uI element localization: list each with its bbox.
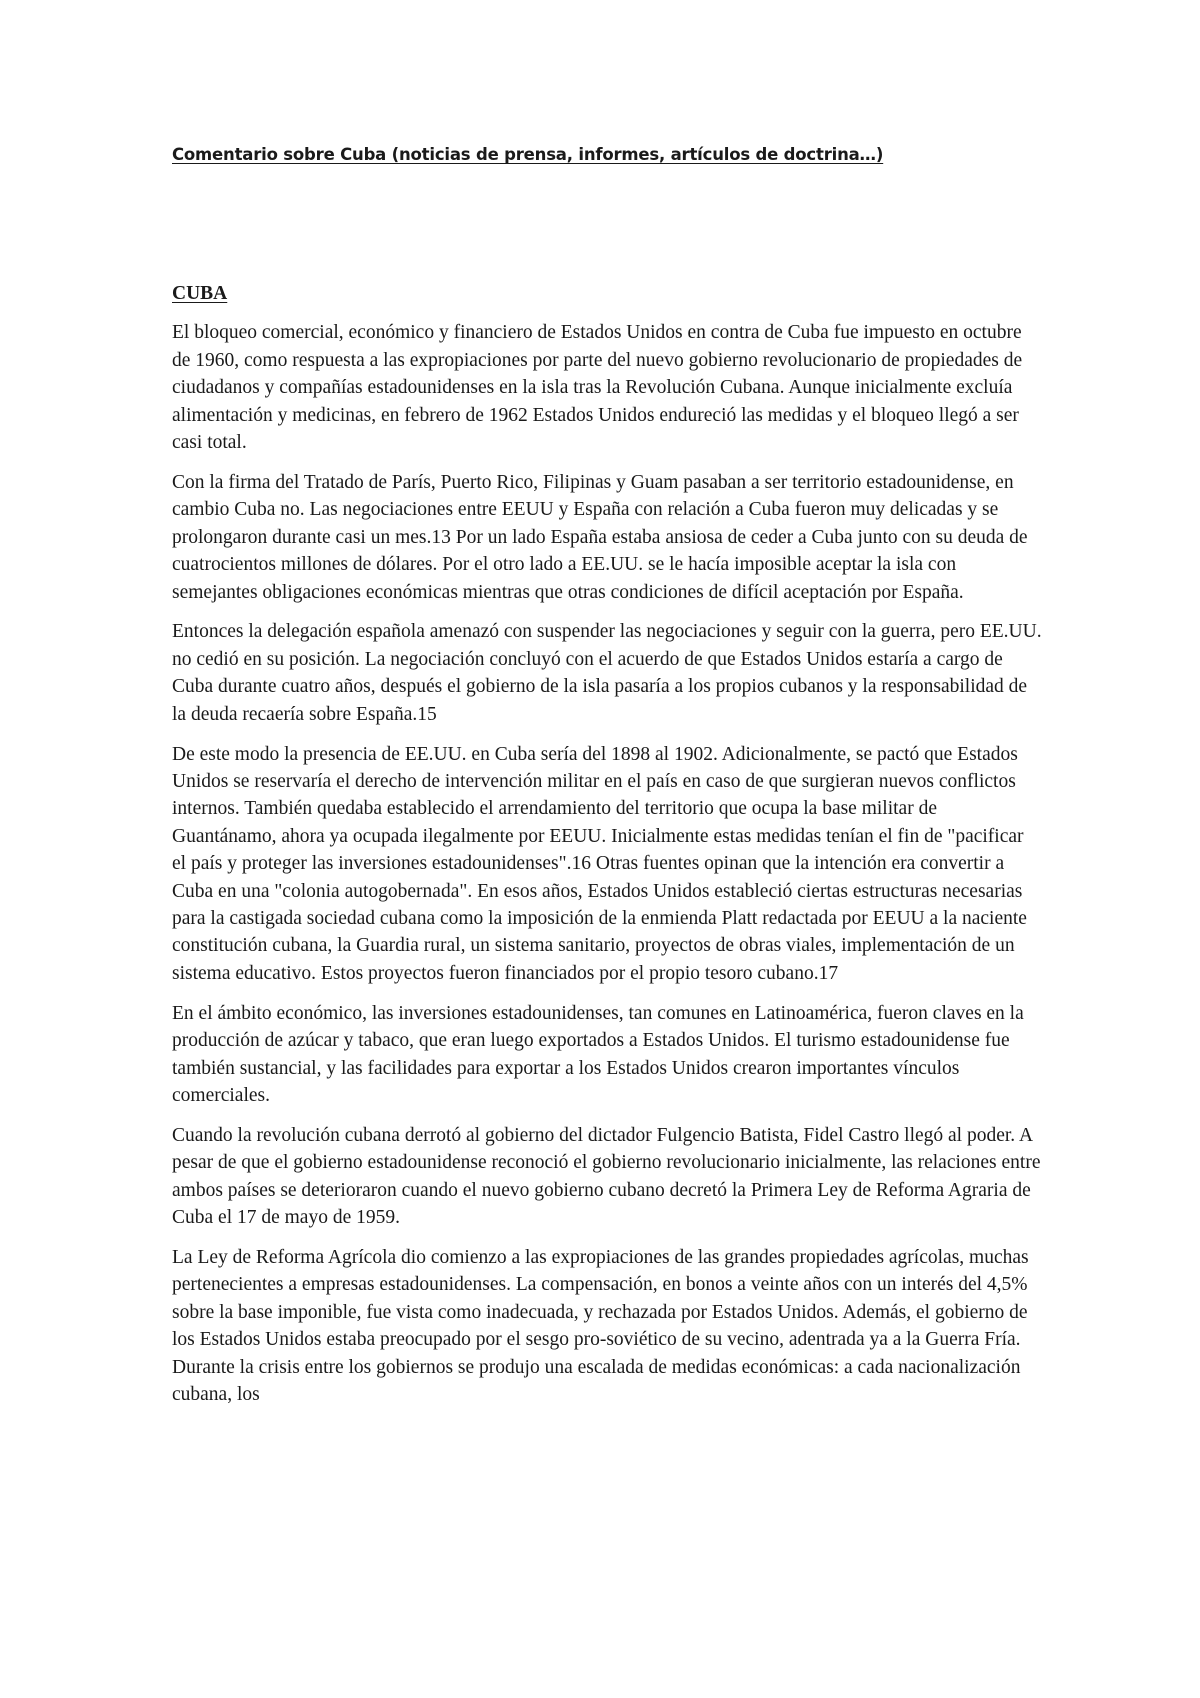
- paragraph-3: Entonces la delegación española amenazó con suspender las negociaciones y seguir con la guerra, pero EE.UU. no cedió en su posición. La negociación concluyó con el acuerdo de que Estados Unidos estaría a cargo de Cuba durante cuatro años, después el gobierno de la isla pasaría a los propios cubanos y la responsabilidad de la deuda recaería sobre España.15: [172, 621, 1042, 725]
- paragraph-1: El bloqueo comercial, económico y financiero de Estados Unidos en contra de Cuba fue impuesto en octubre de 1960, como respuesta a las expropiaciones por parte del nuevo gobierno revolucionario de propiedades de ciudadanos y compañías estadounidenses en la isla tras la Revolución Cubana. Aunque inicialmente excluía alimentación y medicinas, en febrero de 1962 Estados Unidos endureció las medidas y el bloqueo llegó a ser casi total.: [172, 322, 1023, 454]
- paragraph-2: Con la firma del Tratado de París, Puerto Rico, Filipinas y Guam pasaban a ser territorio estadounidense, en cambio Cuba no. Las negociaciones entre EEUU y España con relación a Cuba fueron muy delicadas y se prolongaron durante casi un mes.13 Por un lado España estaba ansiosa de ceder a Cuba junto con su deuda de cuatrocientos millones de dólares. Por el otro lado a EE.UU. se le hacía imposible aceptar la isla con semejantes obligaciones económicas mientras que otras condiciones de difícil aceptación por España.: [172, 471, 1028, 603]
- paragraph-6: Cuando la revolución cubana derrotó al gobierno del dictador Fulgencio Batista, Fidel Castro llegó al poder. A pesar de que el gobierno estadounidense reconoció el gobierno revolucionario inicialmente, las relaciones entre ambos países se deterioraron cuando el nuevo gobierno cubano decretó la Primera Ley de Reforma Agraria de Cuba el 17 de mayo de 1959.: [172, 1124, 1041, 1229]
- paragraph-7: La Ley de Reforma Agrícola dio comienzo a las expropiaciones de las grandes propiedades agrícolas, muchas pertenecientes a empresas estadounidenses. La compensación, en bonos a veinte años con un interés del 4,5% sobre la base imponible, fue vista como inadecuada, y rechazada por Estados Unidos. Además, el gobierno de los Estados Unidos estaba preocupado por el sesgo pro-soviético de su vecino, adentrada ya a la Guerra Fría. Durante la crisis entre los gobiernos se produjo una escalada de medidas económicas: a cada nacionalización cubana, los: [172, 1247, 1029, 1406]
- paragraph-4: De este modo la presencia de EE.UU. en Cuba sería del 1898 al 1902. Adicionalmente, se pactó que Estados Unidos se reservaría el derecho de intervención militar en el país en caso de que surgieran nuevos conflictos internos. También quedaba establecido el arrendamiento del territorio que ocupa la base militar de Guantánamo, ahora ya ocupada ilegalmente por EEUU. Inicialmente estas medidas tenían el fin de "pacificar el país y proteger las inversiones estadounidenses".16 Otras fuentes opinan que la intención era convertir a Cuba en una "colonia autogobernada". En esos años, Estados Unidos estableció ciertas estructuras necesarias para la castigada sociedad cubana como la imposición de la enmienda Platt redactada por EEUU a la naciente constitución cubana, la Guardia rural, un sistema sanitario, proyectos de obras viales, implementación de un sistema educativo. Estos proyectos fueron financiados por el propio tesoro cubano.17: [172, 743, 1027, 984]
- section-heading: CUBA: [172, 283, 228, 304]
- paragraph-5: En el ámbito económico, las inversiones estadounidenses, tan comunes en Latinoamérica, fueron claves en la producción de azúcar y tabaco, que eran luego exportados a Estados Unidos. El turismo estadounidense fue también sustancial, y las facilidades para exportar a los Estados Unidos crearon importantes vínculos comerciales.: [172, 1002, 1024, 1106]
- document-body: [172, 280, 1042, 1421]
- document-title: Comentario sobre Cuba (noticias de prensa, informes, artículos de doctrina…): [172, 145, 884, 164]
